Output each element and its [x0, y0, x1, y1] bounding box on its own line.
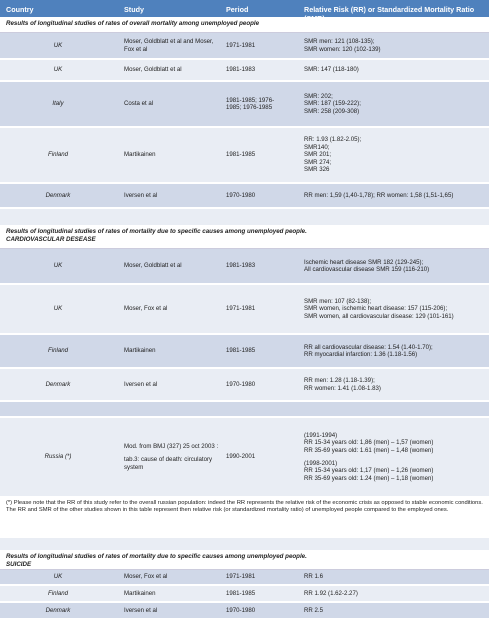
cell-period: 1981-1985: [226, 151, 256, 159]
table-header: [0, 0, 489, 17]
header-measure: Relative Risk (RR) or Standardized Mortality Ratio: [304, 5, 475, 14]
cell-value: SMR 274;: [304, 158, 332, 166]
cell-period: 1981-1985: [226, 347, 256, 355]
cell-country: UK: [53, 573, 63, 581]
cell-country: UK: [53, 305, 63, 313]
table-row: [0, 128, 489, 184]
cell-country: Finland: [48, 347, 68, 355]
cell-value: SMR 201;: [304, 151, 332, 159]
cell-country: Finland: [48, 589, 68, 597]
spacer-row: [0, 209, 489, 225]
spacer-row: [0, 402, 489, 418]
section-title: [0, 550, 489, 570]
cell-period: 1971-1981: [226, 573, 256, 581]
cell-period: 1981-1985: [226, 589, 256, 597]
cell-period: 1971-1981: [226, 305, 256, 313]
cell-value: (1991-1994): [304, 431, 338, 439]
cell-value: SMR women, all cardiovascular disease: 129 (101-161): [304, 312, 454, 320]
cell-value: RR myocardial infarction: 1.36 (1.18-1.56): [304, 351, 418, 358]
footnote: (*) Please note that the RR of this study refer to the overall russian population: indeed the RR represents the relative risk of the economic crisis as opposed to stable economic conditions. The RR and SMR of the other studies shown in this table represent then relative risk (or standardized mortality ratio) of unemployed people compared to the employed ones.: [0, 498, 489, 538]
cell-country: Denmark: [45, 606, 71, 614]
cell-study: Martikainen: [124, 589, 156, 597]
cell-value: All cardiovascular disease SMR 159 (116-210): [304, 266, 430, 273]
cell-period: 1981-1983: [226, 262, 256, 270]
cell-study: Moser, Goldblatt et al: [124, 66, 182, 74]
cell-country: UK: [53, 262, 63, 270]
cell-value: RR women: 1.41 (1.08-1.83): [304, 384, 381, 392]
table-row: [0, 335, 489, 369]
section-subtitle: CARDIOVASCULAR DESEASE: [6, 236, 96, 243]
table-row: [0, 570, 489, 586]
table-row: [0, 603, 489, 620]
cell-period: 1990-2001: [226, 453, 256, 461]
cell-value: RR 1.6: [304, 573, 323, 581]
cell-country: Denmark: [45, 380, 71, 388]
cell-study: Martikainen: [124, 151, 156, 159]
cell-value: SMR140;: [304, 143, 330, 151]
header-study: Study: [124, 5, 144, 14]
cell-value: SMR men: 107 (82-138);: [304, 297, 372, 305]
cell-country: Russia (*): [44, 453, 72, 461]
section-title: Results of longitudinal studies of rates of overall mortality among unemployed people: [0, 17, 489, 33]
cell-value: RR all cardiovascular disease: 1.54 (1.40-1.70);: [304, 343, 433, 351]
cell-period: 1971-1981: [226, 41, 256, 49]
table-row: [0, 418, 489, 498]
table-row: [0, 285, 489, 335]
cell-country: UK: [53, 41, 63, 49]
table-row: [0, 184, 489, 209]
cell-country: Denmark: [45, 191, 71, 199]
cell-study: Moser, Fox et al: [124, 573, 168, 581]
cell-value: RR men: 1,59 (1,40-1,78); RR women: 1,58 (1,51-1,65): [304, 191, 454, 199]
cell-value: SMR women: 120 (102-139): [304, 45, 381, 53]
table-row: [0, 586, 489, 603]
table-row: [0, 60, 489, 82]
cell-period: 1981-1985; 1976-1985; 1976-1985: [226, 96, 275, 111]
cell-study: tab.3: cause of death: circulatory system: [124, 456, 213, 471]
cell-value: SMR: 202;: [304, 92, 333, 100]
cell-value: SMR women, ischemic heart disease: 157 (115-206);: [304, 305, 448, 313]
cell-study: Iversen et al: [124, 191, 158, 199]
cell-period: 1970-1980: [226, 606, 256, 614]
cell-period: 1970-1980: [226, 191, 256, 199]
cell-value: RR 15-34 years old: 1,17 (men) – 1,26 (women): [304, 467, 434, 475]
cell-value: RR 15-34 years old: 1,86 (men) – 1,57 (women): [304, 439, 434, 447]
section-title-text: Results of longitudinal studies of rates of mortality due to specific causes among unemployed people.: [6, 228, 307, 235]
cell-study: Moser, Goldblatt et al: [124, 262, 182, 270]
cell-value: RR: 1.93 (1.82-2.05);: [304, 136, 362, 144]
cell-value: RR 1.92 (1.62-2.27): [304, 589, 358, 597]
cell-value: SMR men: 121 (108-135);: [304, 38, 375, 46]
header-period: Period: [226, 5, 249, 14]
cell-period: 1981-1983: [226, 66, 256, 74]
table-row: [0, 249, 489, 285]
cell-period: 1970-1980: [226, 380, 256, 388]
section-title: [0, 225, 489, 249]
cell-value: RR 35-69 years old: 1.61 (men) – 1,48 (women): [304, 446, 434, 454]
cell-study: Costa et al: [124, 100, 154, 108]
cell-value: SMR: 147 (118-180): [304, 66, 359, 74]
cell-value: RR 35-69 years old: 1.24 (men) – 1,18 (women): [304, 474, 434, 482]
cell-study: Mod. from BMJ (327) 25 oct 2003 :: [124, 442, 219, 450]
spacer-row: [0, 538, 489, 550]
table-row: [0, 369, 489, 402]
cell-study: Moser, Fox et al: [124, 305, 168, 313]
cell-value: RR 2.5: [304, 606, 323, 614]
cell-value: RR men: 1.28 (1.18-1.39);: [304, 377, 375, 385]
table-row: [0, 33, 489, 60]
cell-study: Iversen et al: [124, 606, 158, 614]
section-subtitle: SUICIDE: [6, 561, 32, 568]
section-title-text: Results of longitudinal studies of rates of mortality due to specific causes among unemployed people.: [6, 553, 307, 560]
cell-value: SMR: 187 (159-222);: [304, 100, 361, 108]
cell-country: Finland: [48, 151, 68, 159]
cell-study: Iversen et al: [124, 380, 158, 388]
cell-value: SMR: 258 (209-308): [304, 107, 360, 115]
table-row: [0, 82, 489, 128]
cell-value: SMR 326: [304, 166, 330, 174]
cell-study: Martikainen: [124, 347, 156, 355]
cell-country: UK: [53, 66, 63, 74]
cell-country: Italy: [52, 100, 64, 108]
cell-study: Moser, Goldblatt et al and Moser, Fox et al: [124, 38, 214, 53]
cell-value: Ischemic heart disease SMR 182 (129-245);: [304, 258, 424, 266]
cell-value: (1998-2001): [304, 460, 338, 467]
header-country: Country: [6, 5, 34, 14]
